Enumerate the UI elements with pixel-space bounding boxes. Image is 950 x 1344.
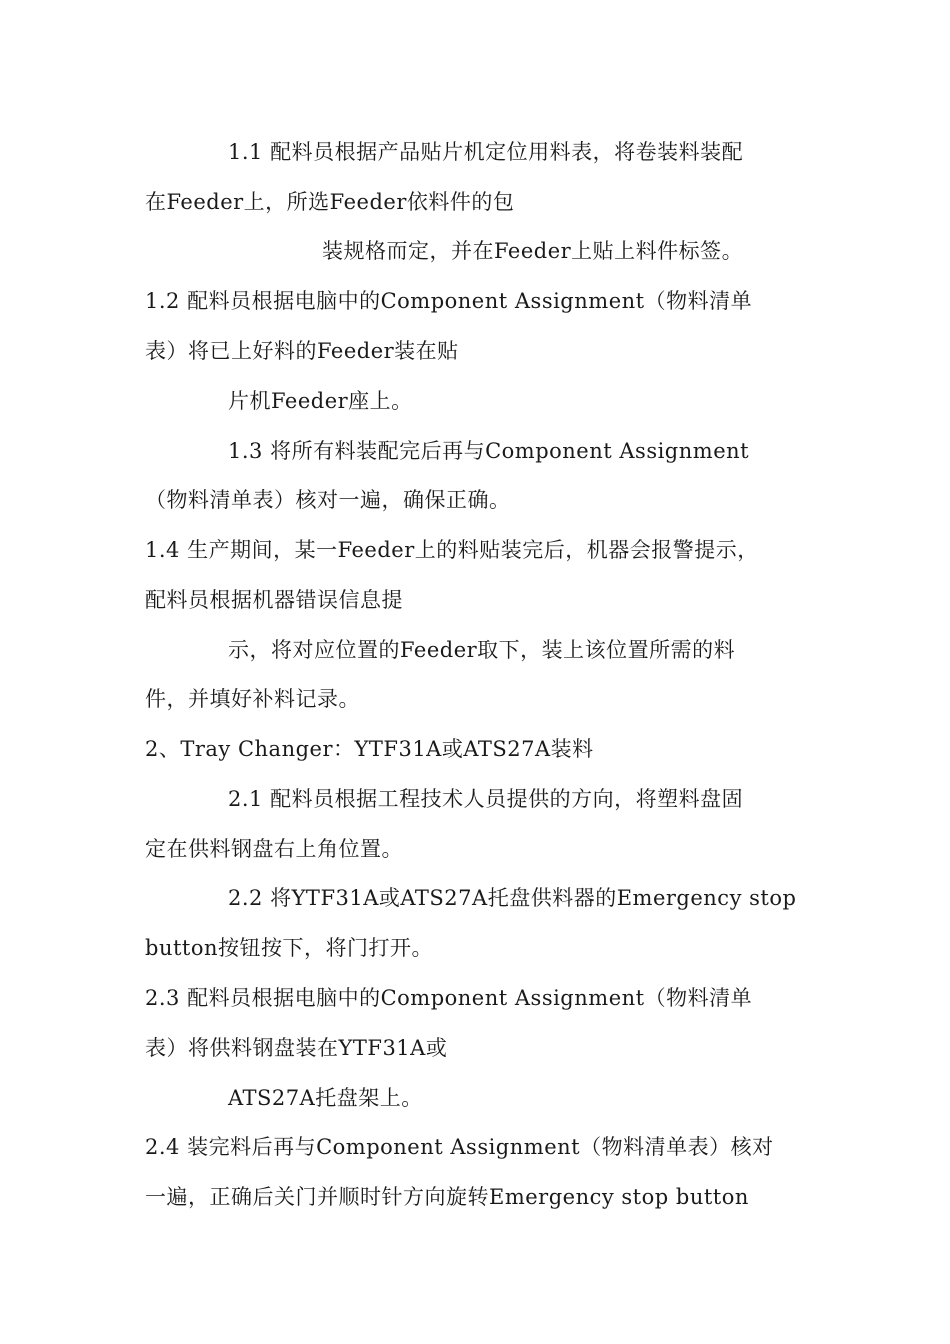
text-line: 件，并填好补料记录。 [145, 687, 360, 711]
text-line: 1.2 配料员根据电脑中的Component Assignment（物料清单 [145, 289, 753, 313]
text-line: 定在供料钢盘右上角位置。 [145, 837, 403, 861]
text-line: 配料员根据机器错误信息提 [145, 588, 403, 612]
section-heading: 2、Tray Changer：YTF31A或ATS27A装料 [145, 737, 594, 761]
text-line: 示，将对应位置的Feeder取下，装上该位置所需的料 [228, 638, 736, 662]
text-line: 一遍，正确后关门并顺时针方向旋转Emergency stop button [145, 1185, 749, 1209]
text-line: 片机Feeder座上。 [228, 389, 413, 413]
text-line: ATS27A托盘架上。 [228, 1086, 423, 1110]
text-line: 表）将供料钢盘装在YTF31A或 [145, 1036, 448, 1060]
text-line: 在Feeder上，所选Feeder依料件的包 [145, 190, 515, 214]
text-line: button按钮按下，将门打开。 [145, 936, 434, 960]
text-line: 1.1 配料员根据产品贴片机定位用料表，将卷装料装配 [228, 140, 744, 164]
text-line: 2.1 配料员根据工程技术人员提供的方向，将塑料盘固 [228, 787, 744, 811]
text-line: 2.2 将YTF31A或ATS27A托盘供料器的Emergency stop [228, 886, 797, 910]
text-line: 1.3 将所有料装配完后再与Component Assignment [228, 439, 750, 463]
text-line: 2.4 装完料后再与Component Assignment（物料清单表）核对 [145, 1135, 774, 1159]
text-line: 2.3 配料员根据电脑中的Component Assignment（物料清单 [145, 986, 753, 1010]
text-line: 装规格而定，并在Feeder上贴上料件标签。 [322, 239, 744, 263]
text-line: 1.4 生产期间，某一Feeder上的料贴装完后，机器会报警提示， [145, 538, 759, 562]
text-line: （物料清单表）核对一遍，确保正确。 [145, 488, 511, 512]
text-line: 表）将已上好料的Feeder装在贴 [145, 339, 459, 363]
